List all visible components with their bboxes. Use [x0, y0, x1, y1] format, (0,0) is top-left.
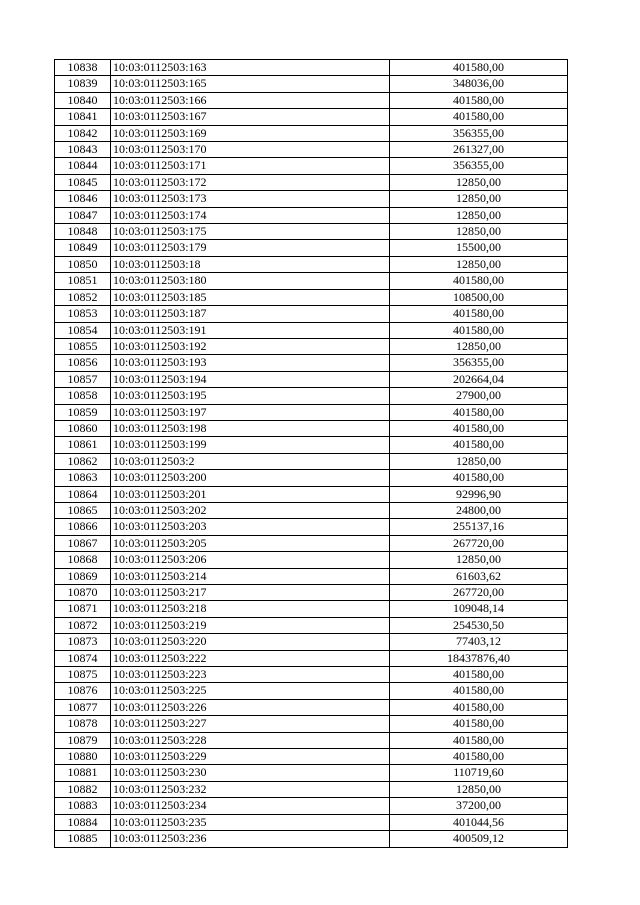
row-number-cell: 10869 [55, 568, 111, 584]
cadastral-value-cell: 12850,00 [390, 174, 568, 190]
cadastral-number-cell: 10:03:0112503:167 [111, 109, 390, 125]
table-row [55, 338, 568, 354]
cadastral-value-cell: 202664,04 [390, 371, 568, 387]
cadastral-value-cell: 15500,00 [390, 240, 568, 256]
cadastral-value-cell: 110719,60 [390, 765, 568, 781]
cadastral-value-cell: 12850,00 [390, 338, 568, 354]
row-number-cell: 10875 [55, 667, 111, 683]
cadastral-number-cell: 10:03:0112503:179 [111, 240, 390, 256]
cadastral-number-cell: 10:03:0112503:166 [111, 92, 390, 108]
cadastral-value-table [54, 59, 568, 848]
cadastral-value-cell: 255137,16 [390, 519, 568, 535]
table-row [55, 224, 568, 240]
cadastral-number-cell: 10:03:0112503:214 [111, 568, 390, 584]
table-row [55, 158, 568, 174]
cadastral-value-cell: 401580,00 [390, 732, 568, 748]
cadastral-number-cell: 10:03:0112503:229 [111, 749, 390, 765]
cadastral-number-cell: 10:03:0112503:18 [111, 256, 390, 272]
cadastral-number-cell: 10:03:0112503:165 [111, 76, 390, 92]
row-number-cell: 10878 [55, 716, 111, 732]
cadastral-number-cell: 10:03:0112503:199 [111, 437, 390, 453]
cadastral-number-cell: 10:03:0112503:171 [111, 158, 390, 174]
row-number-cell: 10880 [55, 749, 111, 765]
cadastral-value-cell: 401580,00 [390, 92, 568, 108]
row-number-cell: 10847 [55, 207, 111, 223]
table-row [55, 240, 568, 256]
cadastral-value-cell: 401580,00 [390, 60, 568, 76]
table-row [55, 749, 568, 765]
table-row [55, 831, 568, 847]
cadastral-value-cell: 400509,12 [390, 831, 568, 847]
table-row [55, 306, 568, 322]
table-row [55, 634, 568, 650]
cadastral-value-cell: 77403,12 [390, 634, 568, 650]
row-number-cell: 10861 [55, 437, 111, 453]
cadastral-number-cell: 10:03:0112503:185 [111, 289, 390, 305]
cadastral-number-cell: 10:03:0112503:219 [111, 617, 390, 633]
table-row [55, 502, 568, 518]
row-number-cell: 10858 [55, 388, 111, 404]
row-number-cell: 10873 [55, 634, 111, 650]
row-number-cell: 10859 [55, 404, 111, 420]
cadastral-number-cell: 10:03:0112503:203 [111, 519, 390, 535]
table-row [55, 388, 568, 404]
table-row [55, 683, 568, 699]
cadastral-value-cell: 109048,14 [390, 601, 568, 617]
cadastral-value-cell: 267720,00 [390, 585, 568, 601]
cadastral-number-cell: 10:03:0112503:218 [111, 601, 390, 617]
table-row [55, 371, 568, 387]
cadastral-number-cell: 10:03:0112503:200 [111, 470, 390, 486]
table-row [55, 109, 568, 125]
table-row [55, 437, 568, 453]
table-row [55, 585, 568, 601]
cadastral-number-cell: 10:03:0112503:194 [111, 371, 390, 387]
cadastral-number-cell: 10:03:0112503:193 [111, 355, 390, 371]
row-number-cell: 10866 [55, 519, 111, 535]
cadastral-value-cell: 356355,00 [390, 355, 568, 371]
table-row [55, 716, 568, 732]
cadastral-value-cell: 401580,00 [390, 306, 568, 322]
table-row [55, 732, 568, 748]
table-row [55, 535, 568, 551]
cadastral-value-cell: 401580,00 [390, 109, 568, 125]
cadastral-number-cell: 10:03:0112503:230 [111, 765, 390, 781]
cadastral-number-cell: 10:03:0112503:163 [111, 60, 390, 76]
cadastral-number-cell: 10:03:0112503:232 [111, 781, 390, 797]
cadastral-number-cell: 10:03:0112503:227 [111, 716, 390, 732]
table-row [55, 76, 568, 92]
cadastral-value-cell: 12850,00 [390, 224, 568, 240]
cadastral-value-cell: 401580,00 [390, 749, 568, 765]
row-number-cell: 10856 [55, 355, 111, 371]
table-row [55, 667, 568, 683]
cadastral-value-cell: 401580,00 [390, 322, 568, 338]
cadastral-number-cell: 10:03:0112503:202 [111, 502, 390, 518]
row-number-cell: 10860 [55, 420, 111, 436]
cadastral-number-cell: 10:03:0112503:225 [111, 683, 390, 699]
table-row [55, 125, 568, 141]
cadastral-number-cell: 10:03:0112503:205 [111, 535, 390, 551]
cadastral-value-cell: 37200,00 [390, 798, 568, 814]
cadastral-value-cell: 18437876,40 [390, 650, 568, 666]
row-number-cell: 10851 [55, 273, 111, 289]
cadastral-value-cell: 401580,00 [390, 667, 568, 683]
cadastral-value-cell: 24800,00 [390, 502, 568, 518]
cadastral-value-cell: 401580,00 [390, 420, 568, 436]
cadastral-value-cell: 401580,00 [390, 470, 568, 486]
row-number-cell: 10872 [55, 617, 111, 633]
row-number-cell: 10864 [55, 486, 111, 502]
cadastral-value-cell: 12850,00 [390, 207, 568, 223]
row-number-cell: 10877 [55, 699, 111, 715]
cadastral-value-cell: 261327,00 [390, 142, 568, 158]
row-number-cell: 10843 [55, 142, 111, 158]
table-row [55, 617, 568, 633]
cadastral-value-cell: 401580,00 [390, 404, 568, 420]
table-row [55, 699, 568, 715]
row-number-cell: 10839 [55, 76, 111, 92]
row-number-cell: 10865 [55, 502, 111, 518]
cadastral-number-cell: 10:03:0112503:191 [111, 322, 390, 338]
cadastral-value-cell: 108500,00 [390, 289, 568, 305]
cadastral-value-cell: 12850,00 [390, 552, 568, 568]
row-number-cell: 10848 [55, 224, 111, 240]
cadastral-number-cell: 10:03:0112503:187 [111, 306, 390, 322]
cadastral-number-cell: 10:03:0112503:234 [111, 798, 390, 814]
row-number-cell: 10842 [55, 125, 111, 141]
row-number-cell: 10850 [55, 256, 111, 272]
cadastral-number-cell: 10:03:0112503:201 [111, 486, 390, 502]
row-number-cell: 10884 [55, 814, 111, 830]
cadastral-number-cell: 10:03:0112503:198 [111, 420, 390, 436]
row-number-cell: 10841 [55, 109, 111, 125]
cadastral-number-cell: 10:03:0112503:169 [111, 125, 390, 141]
row-number-cell: 10874 [55, 650, 111, 666]
table-row [55, 781, 568, 797]
row-number-cell: 10855 [55, 338, 111, 354]
cadastral-value-cell: 401580,00 [390, 683, 568, 699]
cadastral-number-cell: 10:03:0112503:195 [111, 388, 390, 404]
row-number-cell: 10867 [55, 535, 111, 551]
cadastral-value-cell: 401580,00 [390, 437, 568, 453]
table-row [55, 519, 568, 535]
table-row [55, 765, 568, 781]
cadastral-value-cell: 254530,50 [390, 617, 568, 633]
row-number-cell: 10853 [55, 306, 111, 322]
cadastral-number-cell: 10:03:0112503:197 [111, 404, 390, 420]
table-row [55, 273, 568, 289]
table-row [55, 601, 568, 617]
table-row [55, 142, 568, 158]
cadastral-number-cell: 10:03:0112503:226 [111, 699, 390, 715]
cadastral-number-cell: 10:03:0112503:206 [111, 552, 390, 568]
cadastral-number-cell: 10:03:0112503:228 [111, 732, 390, 748]
row-number-cell: 10862 [55, 453, 111, 469]
row-number-cell: 10881 [55, 765, 111, 781]
cadastral-value-cell: 12850,00 [390, 191, 568, 207]
table-row [55, 191, 568, 207]
cadastral-number-cell: 10:03:0112503:222 [111, 650, 390, 666]
cadastral-number-cell: 10:03:0112503:192 [111, 338, 390, 354]
row-number-cell: 10845 [55, 174, 111, 190]
cadastral-value-cell: 401580,00 [390, 273, 568, 289]
row-number-cell: 10879 [55, 732, 111, 748]
row-number-cell: 10868 [55, 552, 111, 568]
cadastral-value-cell: 61603,62 [390, 568, 568, 584]
cadastral-number-cell: 10:03:0112503:170 [111, 142, 390, 158]
cadastral-number-cell: 10:03:0112503:180 [111, 273, 390, 289]
cadastral-value-cell: 12850,00 [390, 256, 568, 272]
table-row [55, 355, 568, 371]
row-number-cell: 10883 [55, 798, 111, 814]
table-body [55, 60, 568, 848]
cadastral-number-cell: 10:03:0112503:217 [111, 585, 390, 601]
cadastral-number-cell: 10:03:0112503:220 [111, 634, 390, 650]
cadastral-value-cell: 401580,00 [390, 699, 568, 715]
cadastral-value-cell: 27900,00 [390, 388, 568, 404]
cadastral-value-cell: 12850,00 [390, 453, 568, 469]
table-row [55, 92, 568, 108]
cadastral-number-cell: 10:03:0112503:173 [111, 191, 390, 207]
cadastral-value-cell: 356355,00 [390, 158, 568, 174]
table-row [55, 420, 568, 436]
cadastral-number-cell: 10:03:0112503:175 [111, 224, 390, 240]
row-number-cell: 10846 [55, 191, 111, 207]
table-row [55, 798, 568, 814]
row-number-cell: 10863 [55, 470, 111, 486]
cadastral-number-cell: 10:03:0112503:223 [111, 667, 390, 683]
table-row [55, 470, 568, 486]
cadastral-number-cell: 10:03:0112503:2 [111, 453, 390, 469]
cadastral-number-cell: 10:03:0112503:172 [111, 174, 390, 190]
row-number-cell: 10852 [55, 289, 111, 305]
cadastral-value-cell: 267720,00 [390, 535, 568, 551]
cadastral-value-cell: 348036,00 [390, 76, 568, 92]
table-row [55, 322, 568, 338]
cadastral-value-cell: 12850,00 [390, 781, 568, 797]
table-row [55, 404, 568, 420]
row-number-cell: 10885 [55, 831, 111, 847]
cadastral-value-cell: 356355,00 [390, 125, 568, 141]
table-row [55, 174, 568, 190]
cadastral-value-cell: 401580,00 [390, 716, 568, 732]
cadastral-value-cell: 401044,56 [390, 814, 568, 830]
table-row [55, 453, 568, 469]
table-row [55, 814, 568, 830]
row-number-cell: 10854 [55, 322, 111, 338]
row-number-cell: 10876 [55, 683, 111, 699]
cadastral-number-cell: 10:03:0112503:236 [111, 831, 390, 847]
row-number-cell: 10870 [55, 585, 111, 601]
row-number-cell: 10871 [55, 601, 111, 617]
row-number-cell: 10838 [55, 60, 111, 76]
table-row [55, 207, 568, 223]
table-row [55, 289, 568, 305]
table-row [55, 552, 568, 568]
cadastral-value-cell: 92996,90 [390, 486, 568, 502]
table-row [55, 486, 568, 502]
table-row [55, 60, 568, 76]
row-number-cell: 10857 [55, 371, 111, 387]
cadastral-number-cell: 10:03:0112503:235 [111, 814, 390, 830]
row-number-cell: 10849 [55, 240, 111, 256]
table-row [55, 256, 568, 272]
row-number-cell: 10844 [55, 158, 111, 174]
table-row [55, 568, 568, 584]
cadastral-number-cell: 10:03:0112503:174 [111, 207, 390, 223]
table-row [55, 650, 568, 666]
row-number-cell: 10882 [55, 781, 111, 797]
row-number-cell: 10840 [55, 92, 111, 108]
